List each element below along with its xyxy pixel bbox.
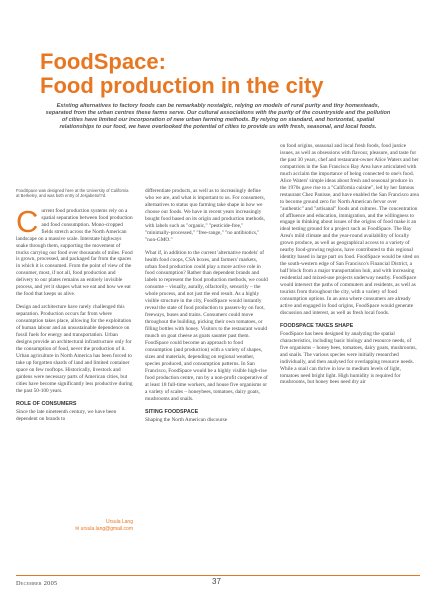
author-email[interactable]: ursula.lang@gmail.com xyxy=(80,526,133,532)
title-line-2: Food production in the city xyxy=(40,73,324,98)
footer-date: December 2005 xyxy=(16,580,58,587)
section-heading: SITING FOODSPACE xyxy=(145,408,199,415)
section-heading: ROLE OF CONSUMERS xyxy=(16,400,77,407)
paragraph: Since the late nineteenth century, we have been dependent on brands to xyxy=(16,408,117,422)
column-3 xyxy=(280,143,420,392)
drop-cap: C xyxy=(16,203,39,239)
paragraph: Design and architecture have rarely challenged this separation. Production occurs far from where consumption takes place, allowing for the exploitation of human labour and an unsustainable dependence on fossil fuels for energy and transportation. Urban designs provide an architectural infrastructure only for the consumption of food, never the production of it. Urban agriculture in North America has been forced to take up forgotten shards of land and limited container space on few rooftops. Historically, livestock and gardens were necessary parts of American cities, but cities have become significantly less productive during the past 50-100 years. xyxy=(16,304,133,394)
author-email-row xyxy=(16,526,133,533)
article-title xyxy=(40,50,400,98)
paragraph: What if, in addition to the current 'alternative models' of health food coops, CSA boxes, and farmers' markets, urban food production could play a more active role in food consumption? Rather than dependent brands and labels to represent the food production methods, we could consume – visually, aurally, olfactorily, sensorily – the whole process, and not just the end result. As a highly visible structure in the city, FoodSpace would instantly reveal the state of food production to passers-by on foot, freeways, buses and trains. Consumers could move throughout the building, picking their own tomatoes, or filling bottles with honey. Visitors to the restaurant would munch on goat cheese as goats saunter past them. FoodSpace could become an approach to food consumption (and production) with a variety of shapes, sizes and materials, depending on regional weather, species produced, and consumption patterns. In San Francisco, FoodSpace would be a highly visible high-rise food production centre, run by a non-profit cooperative of at least 18 full-time workers, and house five organisms or a variety of scales – honeybees, tomatoes, dairy goats, mushrooms and snails. xyxy=(145,249,268,402)
paragraph: Shaping the North American discourse xyxy=(145,416,228,423)
paragraph-text: urrent food production systems rely on a spatial separation between food production and food consumption. Mono-cropped fields stretch across the North American landscape on a massive scale. Interstate highways snake through them, supporting the movement of trucks carrying our food over thousands of miles. Food is grown, processed, and packaged far from the spaces in which it is consumed. From the point of view of the consumer, most, if not all, food production and delivery to our plates remains an entirely invisible process, and yet it shapes what we eat and how we eat the food that keeps us alive. xyxy=(16,207,133,298)
paragraph: on food origins, seasonal and local fresh foods, food justice issues, as well as obsessions with flavour, pleasure, and taste for the past 30 years, chef and restaurant-owner Alice Waters and her compatriots in the San Francisco Bay Area have articulated with much acclaim the importance of being connected to one's food. Alice Waters' simple ideas about fresh and seasonal produce in the 1970s gave rise to a "California cuisine", led by her famous restaurant Chez Panisse, and have enabled the San Francisco area to become ground zero for North American fervor over "authentic" and "artisanal" foods and cultures. The concentration of affluence and education, immigration, and the willingness to engage in thinking about issues of the origins of food make it an ideal testing ground for a project such as FoodSpace. The Bay Area's mild climate and the year-round availability of locally grown produce, as well as geographical access to a variety of nearby food-growing regions, have contributed to this regional identity based in large part on food. FoodSpace would be sited on the south-western edge of San Francisco's Financial District, a half block from a major transportation hub, and with increasing residential and mixed-use projects underway nearby. FoodSpace would intersect the paths of commuters and residents, as well as tourists from throughout the city, with a variety of food consumption options. In an area where consumers are already active and engaged in food origins, FoodSpace would generate discussion and interest, as well as fresh local foods. xyxy=(280,143,420,316)
page-number: 37 xyxy=(212,577,221,586)
section-heading: FOODSPACE TAKES SHAPE xyxy=(280,322,354,329)
author-signature xyxy=(16,519,133,533)
column-2 xyxy=(145,188,270,430)
author-note: FoodSpace was designed here at the University of California at Berkeley, and was both entry of Jesjabetori?d. xyxy=(16,188,129,199)
column-1 xyxy=(16,188,133,428)
title-line-1: FoodSpace: xyxy=(40,49,166,74)
paragraph xyxy=(16,203,133,298)
paragraph: FoodSpace has been designed by analyzing the spatial characteristics, including basic biology and resource needs, of five organisms – honey bees, tomatoes, dairy goats, mushrooms, and snails. The various species were initially researched individually, and then analysed for overlapping resource needs. While a snail can thrive in low to medium levels of light, tomatoes need bright light. High humidity is required for mushrooms, but honey bees need dry air xyxy=(280,330,417,386)
article-abstract: Existing alternatives to factory foods can be remarkably nostalgic, relying on models of rural purity and tiny homesteads, separated from the urban centres these farms serve. Our cultural associations with the purity of the countryside and the pollution of cities have limited our incorporation of new urban farming methods. By relying on standard, and horizontal, spatial relationships to our food, we have overlooked the potential of cities to provide us with fresh, seasonal, and local foods. xyxy=(45,103,391,131)
footer-rule xyxy=(16,575,420,576)
paragraph: differentiate products, as well as to increasingly define who we are, and what is important to us. For consumers, alternatives to status quo farming take shape in how we choose our foods. We have in recent years increasingly bought food based on its origin and production methods, with labels such as "organic," "pesticide-free," "minimally-processed," "free-range," "no antibiotics," "non-GMO." xyxy=(145,188,265,243)
author-name: Ursula Lang xyxy=(106,519,133,525)
email-icon: ✉ xyxy=(75,526,81,532)
